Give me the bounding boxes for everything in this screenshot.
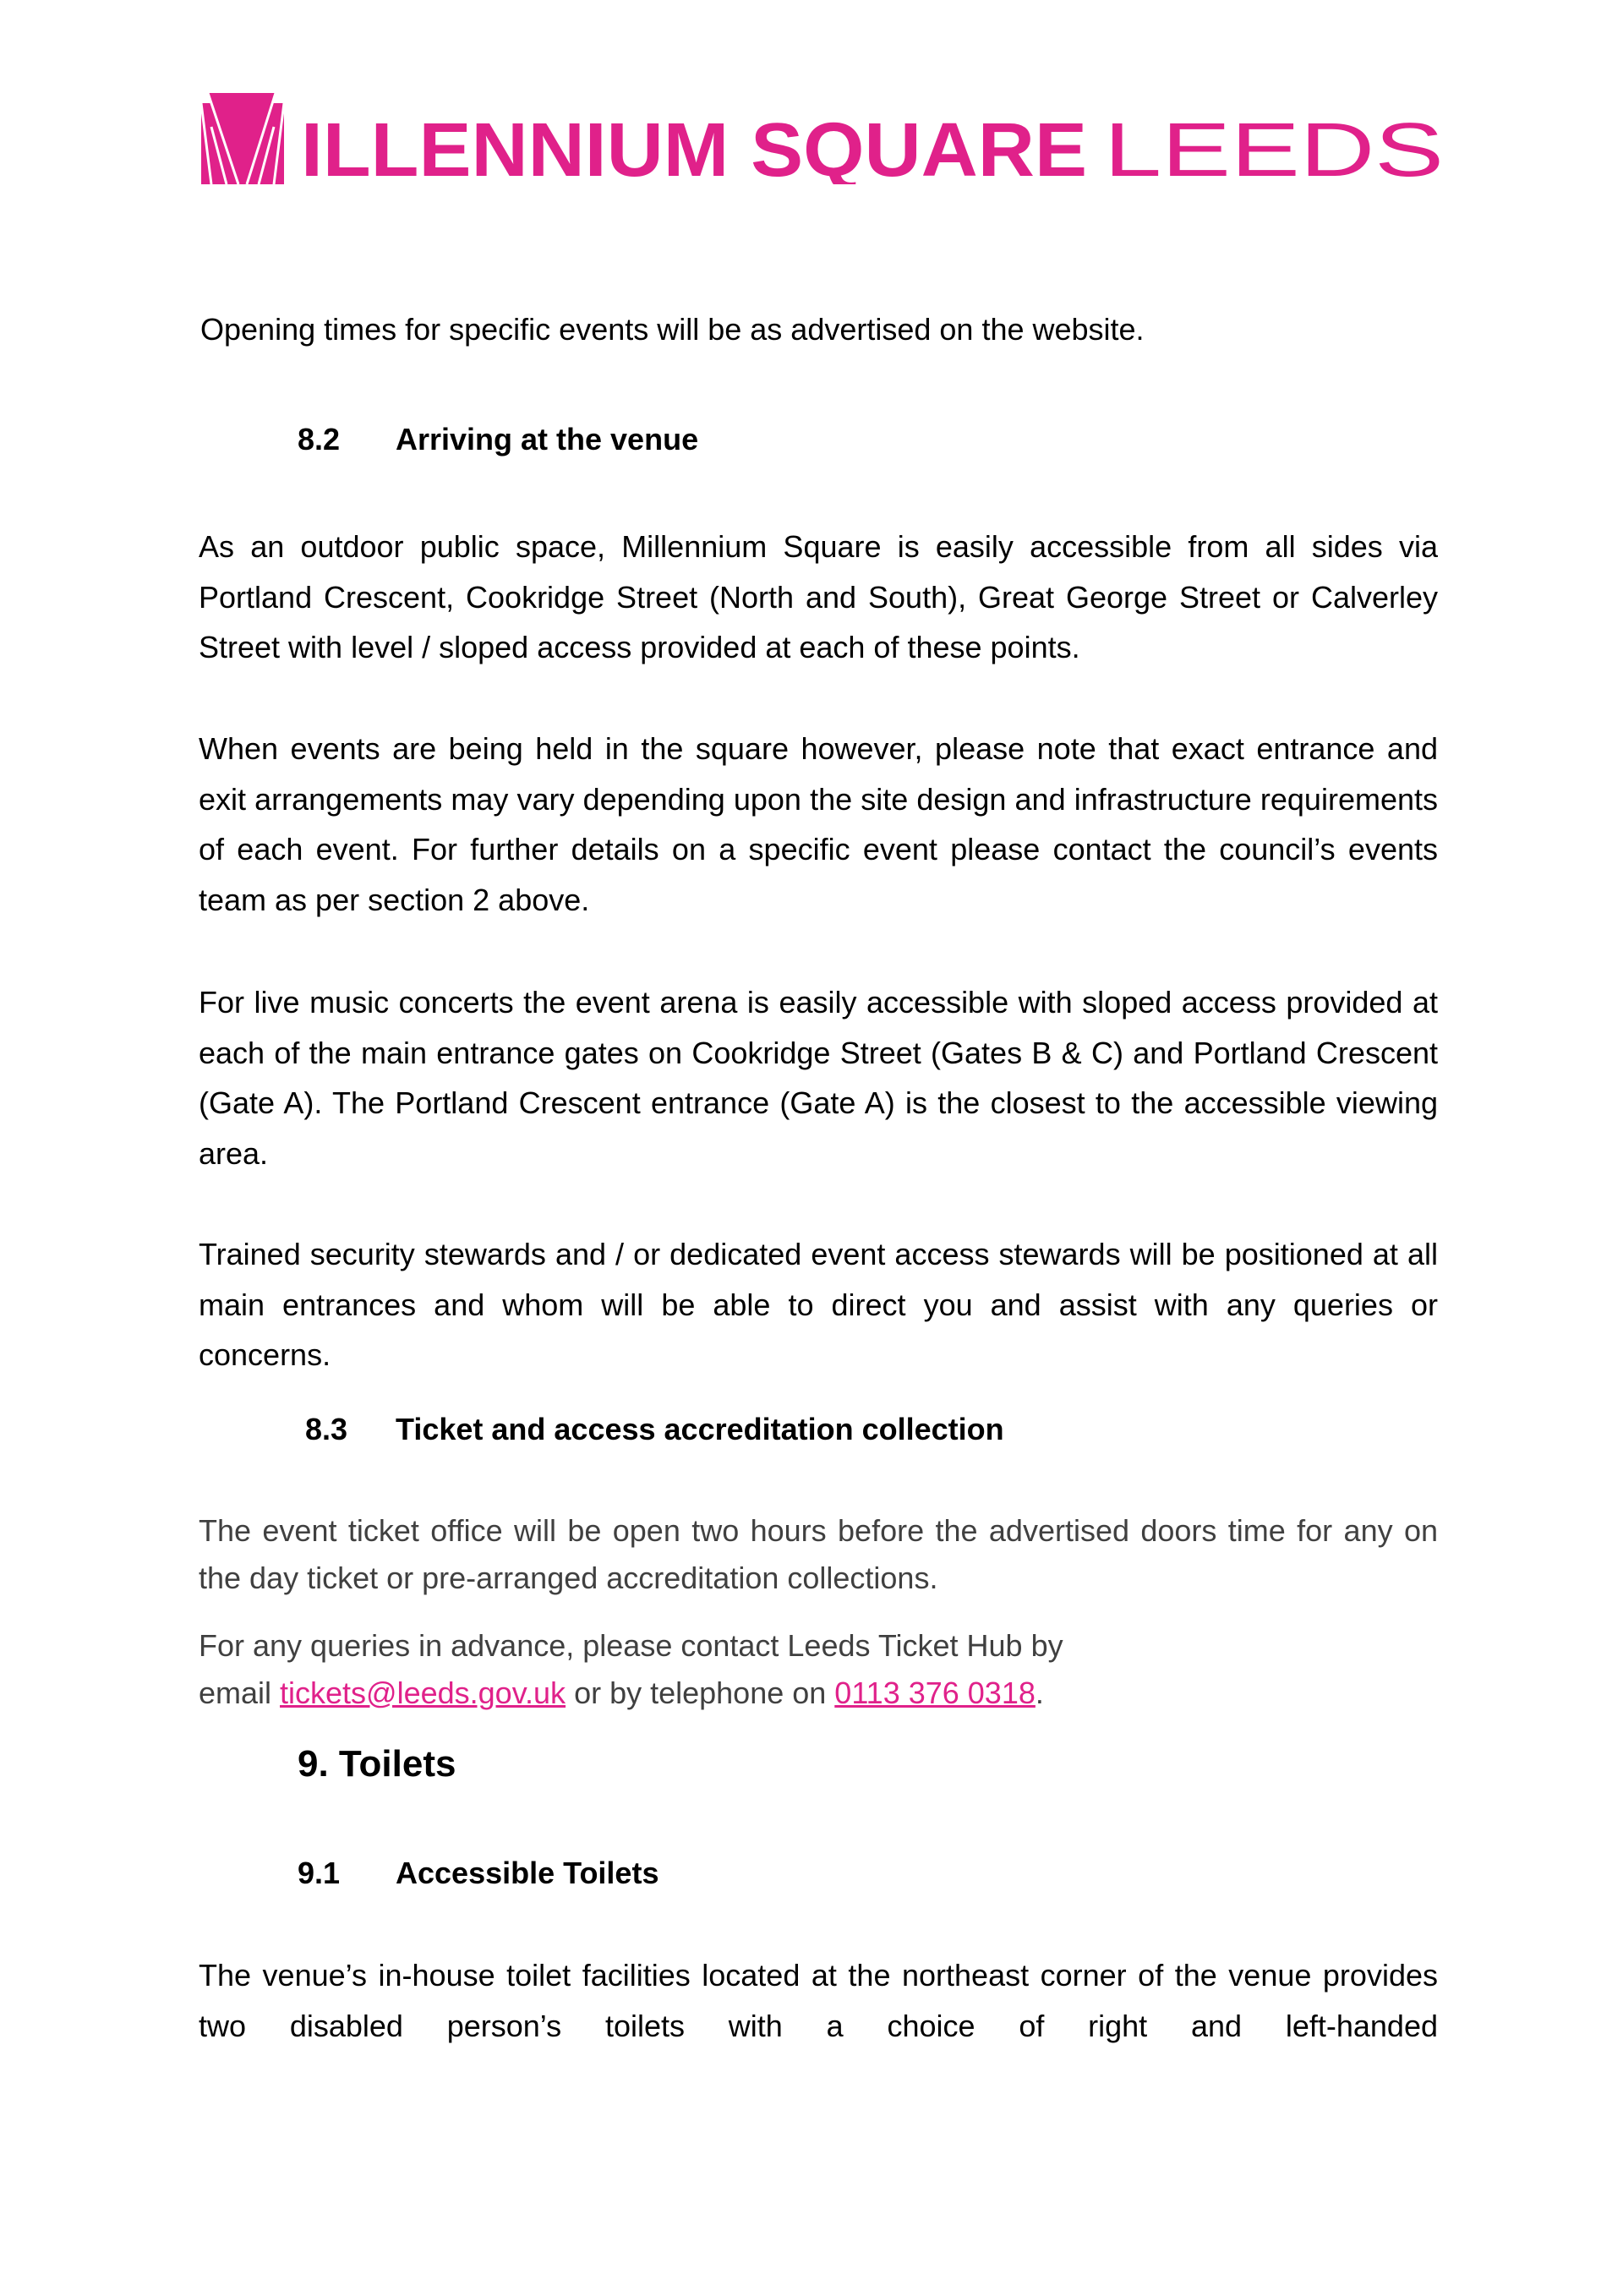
- email-link[interactable]: tickets@leeds.gov.uk: [280, 1676, 566, 1710]
- section-number: 9.1: [298, 1856, 341, 1890]
- section-number: 8.3: [305, 1412, 348, 1446]
- queries-end: .: [1035, 1676, 1044, 1710]
- paragraph-ticket-office: The event ticket office will be open two hours before the advertised doors time for any on the day ticket or pre-arranged accreditation collections.: [199, 1513, 1438, 1595]
- section-title: Arriving at the venue: [396, 422, 699, 456]
- paragraph-queries: [199, 1622, 1438, 1717]
- queries-pre-email: email: [199, 1676, 281, 1710]
- paragraph-events: When events are being held in the square however, please note that exact entrance and exit arrangements may vary depending upon the site design and infrastructure requirements of each event. For further details on a specific event please contact the council’s events team as per section 2 above.: [199, 731, 1438, 917]
- svg-text:ILLENNIUM SQUARE: ILLENNIUM SQUARE: [301, 108, 1087, 184]
- queries-line1: For any queries in advance, please contact Leeds Ticket Hub by: [199, 1628, 1063, 1663]
- paragraph-concerts: For live music concerts the event arena is easily accessible with sloped access provided at each of the main entrance gates on Cookridge Street (Gates B & C) and Portland Crescent (Gate A). The Portland Crescent entrance (Gate A) is the closest to the accessible viewing area.: [199, 985, 1438, 1171]
- paragraph-access: As an outdoor public space, Millennium Square is easily accessible from all sides via Portland Crescent, Cookridge Street (North and South), Great George Street or Calverley Street with level / sloped access provided at each of these points.: [199, 529, 1438, 664]
- logo: [201, 93, 1445, 189]
- phone-link[interactable]: 0113 376 0318: [834, 1676, 1036, 1710]
- section-number: 8.2: [298, 422, 341, 456]
- section-title: Accessible Toilets: [396, 1856, 659, 1890]
- intro-text: Opening times for specific events will be as advertised on the website.: [200, 312, 1145, 347]
- logo-graphic: [201, 93, 1445, 184]
- queries-mid: or by telephone on: [566, 1676, 835, 1710]
- svg-text:LEEDS: LEEDS: [1104, 108, 1444, 184]
- paragraph-stewards: Trained security stewards and / or dedicated event access stewards will be positioned at all main entrances and whom will be able to direct you and assist with any queries or concerns.: [199, 1237, 1438, 1372]
- heading-9-toilets: 9. Toilets: [298, 1743, 456, 1785]
- paragraph-toilets: The venue’s in-house toilet facilities located at the northeast corner of the venue provides two disabled person’s toilets with a choice of right and left-handed: [199, 1958, 1438, 2043]
- section-title: Ticket and access accreditation collection: [396, 1412, 1004, 1446]
